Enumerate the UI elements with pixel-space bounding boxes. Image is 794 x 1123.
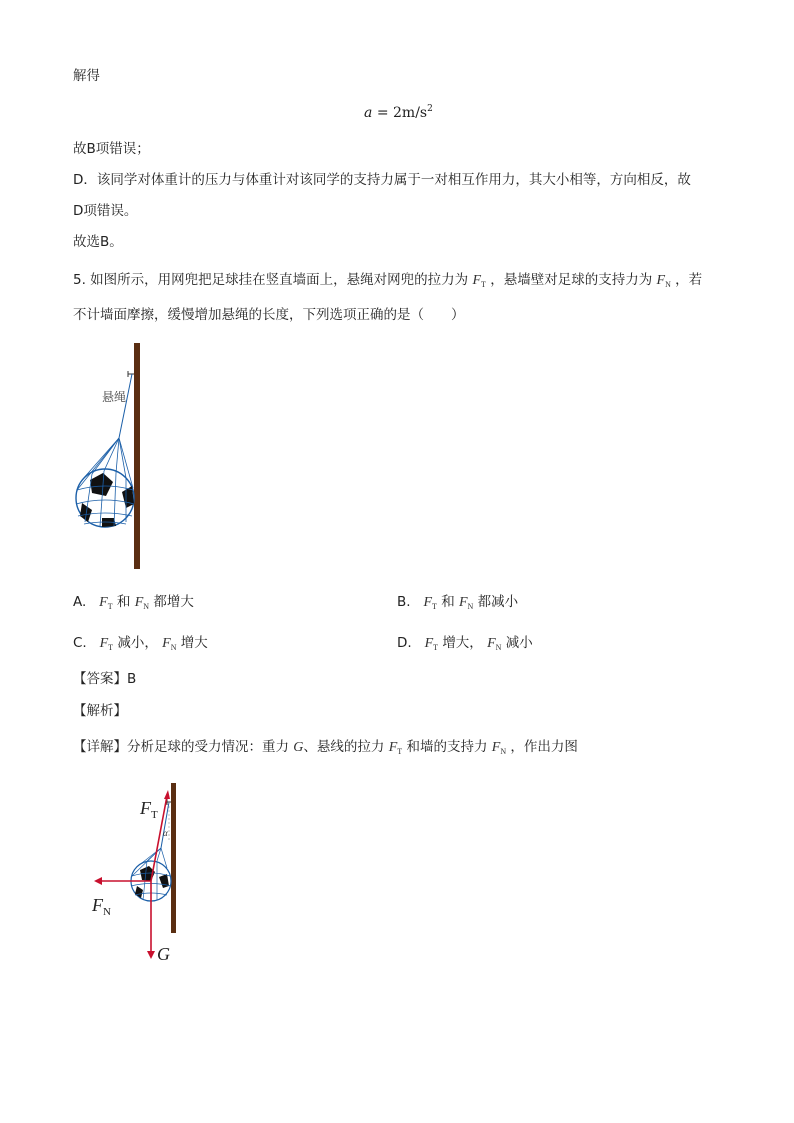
wall — [134, 343, 140, 569]
angle-alpha: α — [163, 828, 168, 838]
question-5-line2: 不计墙面摩擦，缓慢增加悬绳的长度，下列选项正确的是（ ） — [73, 307, 465, 323]
option-c[interactable]: C. $F_T$ 减小， $F_N$ 增大 — [73, 635, 208, 652]
option-d[interactable]: D. $F_T$ 增大， $F_N$ 减小 — [397, 635, 533, 652]
rope — [119, 374, 132, 438]
equation: $a = 2m/s^2$ — [364, 104, 433, 121]
question-5-line1: 5. 如图所示，用网兜把足球挂在竖直墙面上，悬绳对网兜的拉力为 $F_T$ ，悬墙壁对足球的支持力为 $F_N$ ，若 — [73, 272, 703, 289]
label-ft: $F_T$ — [140, 798, 158, 821]
statement-b-wrong: 故B项错误； — [73, 141, 150, 157]
statement-d-line2: D项错误。 — [73, 203, 138, 219]
rope-label: 悬绳 — [102, 390, 127, 404]
label-fn: $F_N$ — [92, 895, 111, 918]
analysis-heading: 【解析】 — [73, 703, 127, 719]
figure-force-diagram — [85, 780, 195, 970]
label-g: G — [157, 944, 170, 964]
statement-d-line1: D．该同学对体重计的压力与体重计对该同学的支持力属于一对相互作用力，其大小相等，方向相反，故 — [73, 172, 691, 188]
choose-b: 故选B。 — [73, 234, 123, 250]
option-b[interactable]: B. $F_T$ 和 $F_N$ 都减小 — [397, 594, 519, 611]
wall — [171, 783, 176, 933]
detail-text: 【详解】分析足球的受力情况：重力 G、悬线的拉力 $F_T$ 和墙的支持力 $F_N$ ，作出力图 — [73, 739, 578, 756]
solve-label: 解得 — [73, 68, 100, 84]
answer: 【答案】B — [73, 671, 137, 687]
figure-ball-on-wall — [68, 340, 158, 575]
option-a[interactable]: A. $F_T$ 和 $F_N$ 都增大 — [73, 594, 194, 611]
